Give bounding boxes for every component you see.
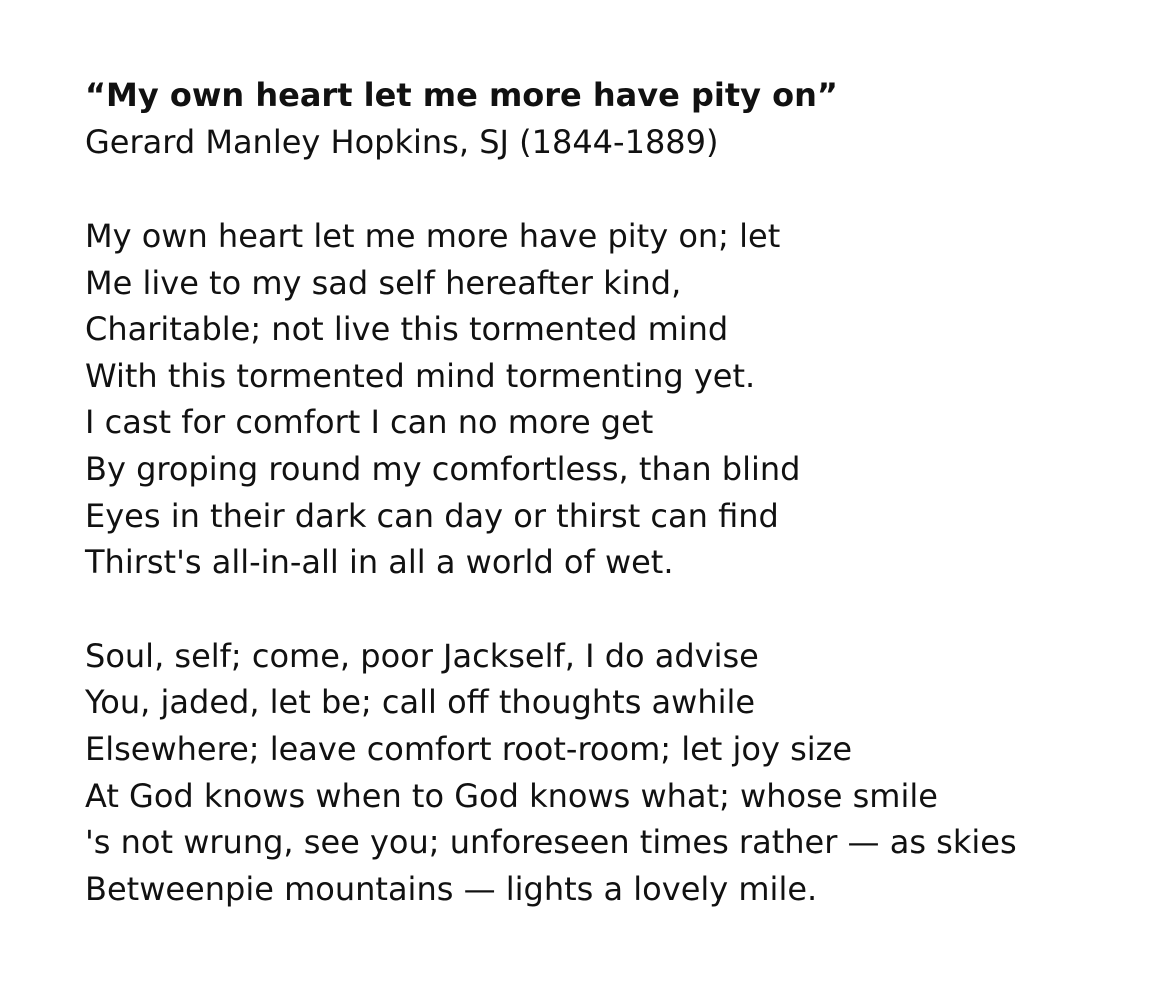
poem-line: With this tormented mind tormenting yet. bbox=[85, 356, 756, 395]
poem-line: Thirst's all-in-all in all a world of wet. bbox=[85, 543, 674, 582]
poem-line: At God knows when to God knows what; whose smile bbox=[85, 776, 938, 815]
poem-line: My own heart let me more have pity on; let bbox=[85, 217, 781, 255]
stanza-2 bbox=[85, 633, 1145, 913]
stanza-1 bbox=[85, 213, 1145, 586]
poem-line: Me live to my sad self hereafter kind, bbox=[85, 263, 682, 302]
poem-line: By groping round my comfortless, than blind bbox=[85, 449, 801, 488]
poem-document bbox=[85, 72, 1145, 912]
poem-line: I cast for comfort I can no more get bbox=[85, 403, 654, 442]
poem-title: “My own heart let me more have pity on” bbox=[85, 76, 838, 114]
poem-line: 's not wrung, see you; unforeseen times rather — as skies bbox=[85, 823, 1017, 862]
poem-author: Gerard Manley Hopkins, SJ (1844-1889) bbox=[85, 123, 719, 161]
poem-line: Betweenpie mountains — lights a lovely mile. bbox=[85, 869, 818, 908]
poem-line: Charitable; not live this tormented mind bbox=[85, 310, 729, 349]
poem-line: Eyes in their dark can day or thirst can find bbox=[85, 496, 779, 535]
poem-line: You, jaded, let be; call off thoughts awhile bbox=[85, 683, 756, 722]
poem-line: Elsewhere; leave comfort root-room; let joy size bbox=[85, 729, 853, 768]
poem-line: Soul, self; come, poor Jackself, I do advise bbox=[85, 636, 759, 675]
